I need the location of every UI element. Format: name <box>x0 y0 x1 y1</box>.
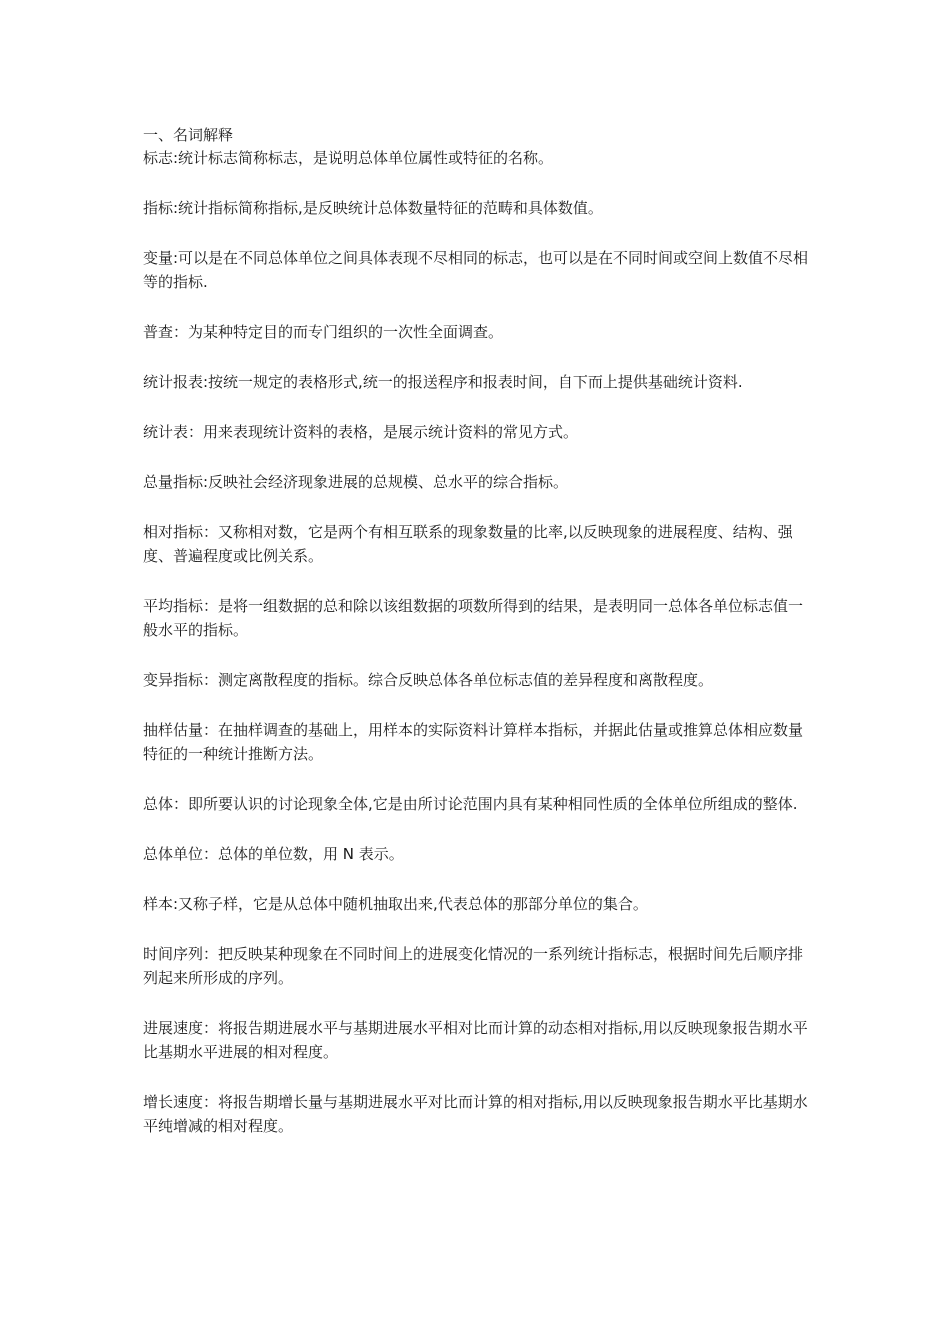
definition-paragraph: 时间序列：把反映某种现象在不同时间上的进展变化情况的一系列统计指标志，根据时间先后顺序排列起来所形成的序列。 <box>143 945 804 987</box>
definition-paragraph: 总体：即所要认识的讨论现象全体,它是由所讨论范围内具有某种相同性质的全体单位所组成的整体. <box>143 795 798 813</box>
definition-paragraph: 总体单位：总体的单位数，用 N 表示。 <box>143 845 404 863</box>
definition-paragraph: 抽样估量：在抽样调查的基础上，用样本的实际资料计算样本指标，并据此估量或推算总体相应数量特征的一种统计推断方法。 <box>143 721 804 763</box>
definition-paragraph: 变异指标：测定离散程度的指标。综合反映总体各单位标志值的差异程度和离散程度。 <box>143 671 714 689</box>
definition-paragraph: 进展速度：将报告期进展水平与基期进展水平相对比而计算的动态相对指标,用以反映现象报告期水平比基期水平进展的相对程度。 <box>143 1019 808 1061</box>
definition-paragraph: 总量指标:反映社会经济现象进展的总规模、总水平的综合指标。 <box>143 473 569 491</box>
section-title: 一、名词解释 <box>143 126 234 144</box>
definition-paragraph: 变量:可以是在不同总体单位之间具体表现不尽相同的标志，也可以是在不同时间或空间上数值不尽相等的指标. <box>143 249 809 291</box>
definition-paragraph: 平均指标：是将一组数据的总和除以该组数据的项数所得到的结果，是表明同一总体各单位标志值一般水平的指标。 <box>143 597 804 639</box>
definition-paragraph: 增长速度：将报告期增长量与基期进展水平对比而计算的相对指标,用以反映现象报告期水平比基期水平纯增减的相对程度。 <box>143 1093 808 1135</box>
definition-paragraph: 统计表：用来表现统计资料的表格，是展示统计资料的常见方式。 <box>143 423 579 441</box>
definition-paragraph: 标志:统计标志简称标志，是说明总体单位属性或特征的名称。 <box>143 149 554 167</box>
definition-paragraph: 指标:统计指标简称指标,是反映统计总体数量特征的范畴和具体数值。 <box>143 199 603 217</box>
definition-paragraph: 普查：为某种特定目的而专门组织的一次性全面调查。 <box>143 323 504 341</box>
definition-paragraph: 统计报表:按统一规定的表格形式,统一的报送程序和报表时间，自下而上提供基础统计资料. <box>143 373 743 391</box>
document-page <box>143 124 813 1164</box>
definition-paragraph: 样本:又称子样，它是从总体中随机抽取出来,代表总体的那部分单位的集合。 <box>143 895 648 913</box>
definition-paragraph: 相对指标：又称相对数，它是两个有相互联系的现象数量的比率,以反映现象的进展程度、结构、强度、普遍程度或比例关系。 <box>143 523 793 565</box>
